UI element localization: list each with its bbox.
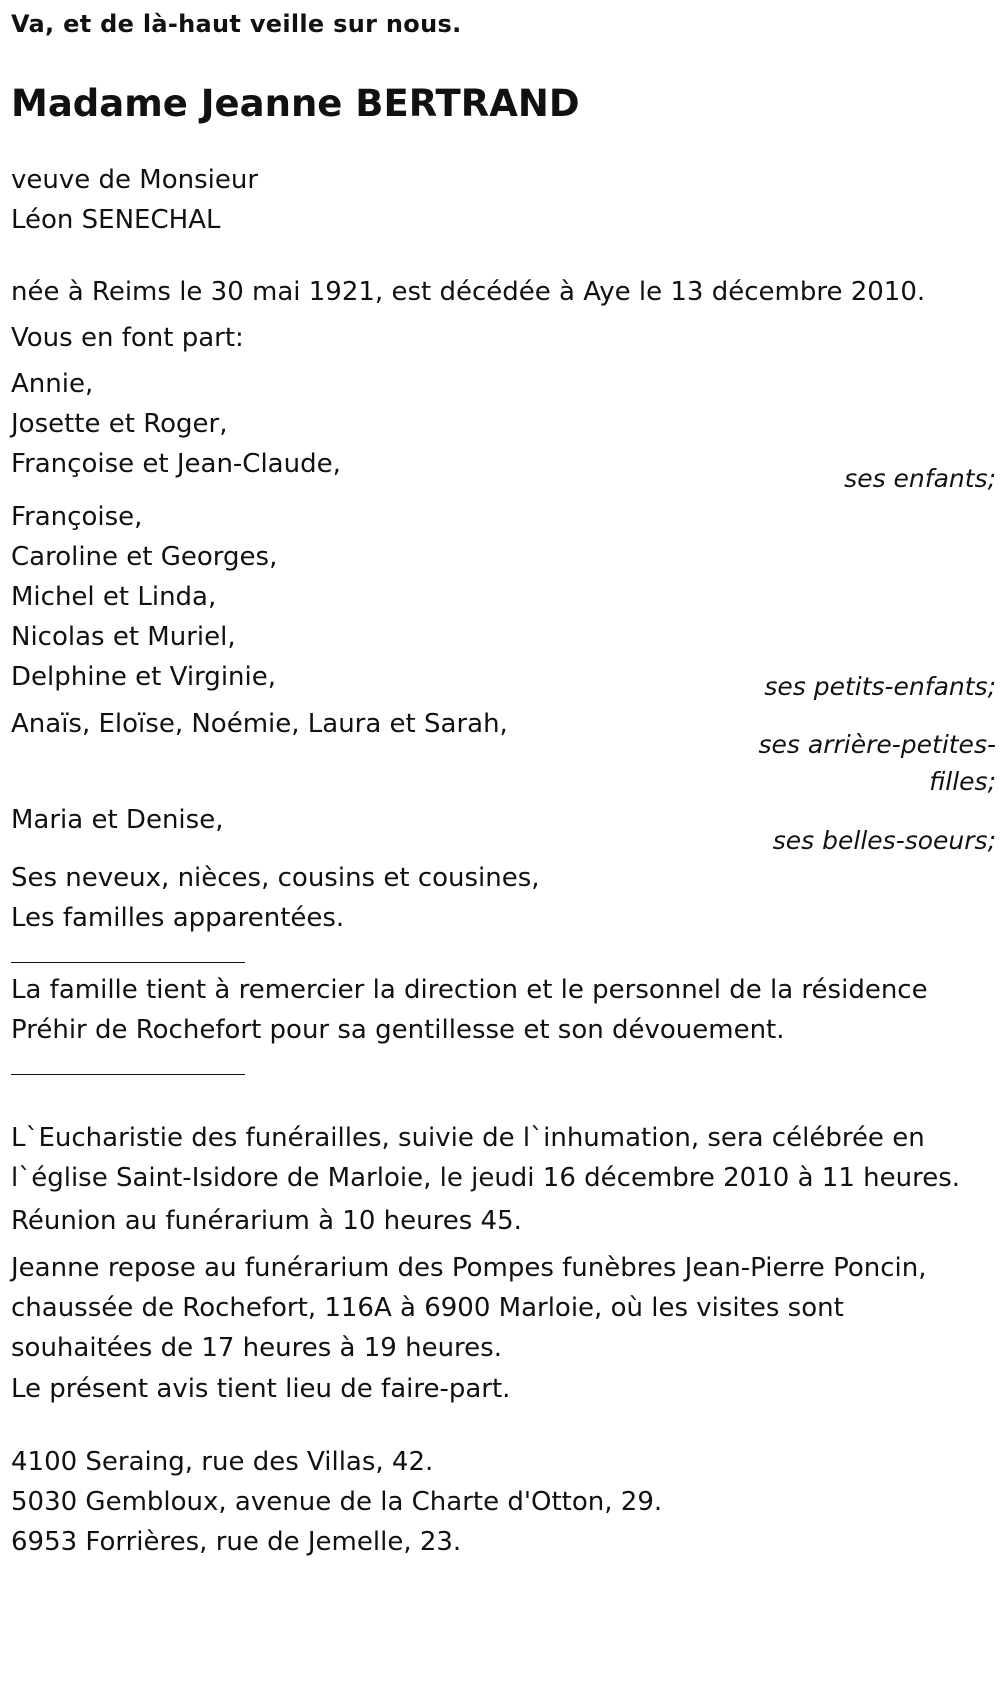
list-item: Maria et Denise,	[11, 805, 224, 835]
address-line: 6953 Forrières, rue de Jemelle, 23.	[11, 1527, 462, 1557]
separator-line	[11, 1074, 245, 1075]
list-item: Nicolas et Muriel,	[11, 622, 236, 652]
thanks-block	[11, 970, 996, 1050]
birth-death-line: née à Reims le 30 mai 1921, est décédée à Aye le 13 décembre 2010.	[11, 277, 926, 307]
eucharist-line: l`église Saint-Isidore de Marloie, le jeudi 16 décembre 2010 à 11 heures.	[11, 1163, 960, 1193]
announcement-line: Vous en font part:	[11, 323, 244, 353]
list-item: Josette et Roger,	[11, 409, 228, 439]
repose-line: chaussée de Rochefort, 116A à 6900 Marloie, où les visites sont	[11, 1293, 844, 1323]
addresses-block	[11, 1442, 996, 1562]
repose-line: souhaitées de 17 heures à 19 heures.	[11, 1333, 502, 1363]
grandchildren-block	[11, 497, 996, 697]
eucharist-block	[11, 1118, 996, 1198]
address-line: 4100 Seraing, rue des Villas, 42.	[11, 1447, 434, 1477]
epigraph: Va, et de là-haut veille sur nous.	[11, 10, 462, 38]
others-block	[11, 858, 996, 938]
repose-block	[11, 1248, 996, 1368]
list-item: Ses neveux, nièces, cousins et cousines,	[11, 863, 540, 893]
list-item: Françoise et Jean-Claude,	[11, 449, 341, 479]
notice-line: Le présent avis tient lieu de faire-part.	[11, 1374, 511, 1404]
separator-line	[11, 962, 245, 963]
relation-sisters-in-law: ses belles-soeurs;	[772, 826, 996, 855]
deceased-name: Madame Jeanne BERTRAND	[11, 82, 580, 125]
spouse-line: Léon SENECHAL	[11, 205, 221, 235]
address-line: 5030 Gembloux, avenue de la Charte d'Otton, 29.	[11, 1487, 663, 1517]
relation-children: ses enfants;	[844, 464, 996, 493]
eucharist-line: L`Eucharistie des funérailles, suivie de l`inhumation, sera célébrée en	[11, 1123, 925, 1153]
thanks-line: Préhir de Rochefort pour sa gentillesse et son dévouement.	[11, 1015, 785, 1045]
relation-great-grandchildren: filles;	[929, 767, 996, 796]
repose-line: Jeanne repose au funérarium des Pompes funèbres Jean-Pierre Poncin,	[11, 1253, 927, 1283]
meeting-line: Réunion au funérarium à 10 heures 45.	[11, 1206, 522, 1236]
spouse-line: veuve de Monsieur	[11, 165, 259, 195]
list-item: Michel et Linda,	[11, 582, 217, 612]
spouse-block	[11, 160, 996, 240]
list-item: Caroline et Georges,	[11, 542, 278, 572]
thanks-line: La famille tient à remercier la direction et le personnel de la résidence	[11, 975, 928, 1005]
list-item: Françoise,	[11, 502, 143, 532]
list-item: Annie,	[11, 369, 94, 399]
list-item: Les familles apparentées.	[11, 903, 345, 933]
list-item: Anaïs, Eloïse, Noémie, Laura et Sarah,	[11, 709, 508, 739]
list-item: Delphine et Virginie,	[11, 662, 277, 692]
relation-grandchildren: ses petits-enfants;	[764, 672, 996, 701]
relation-great-grandchildren: ses arrière-petites-	[758, 730, 996, 759]
